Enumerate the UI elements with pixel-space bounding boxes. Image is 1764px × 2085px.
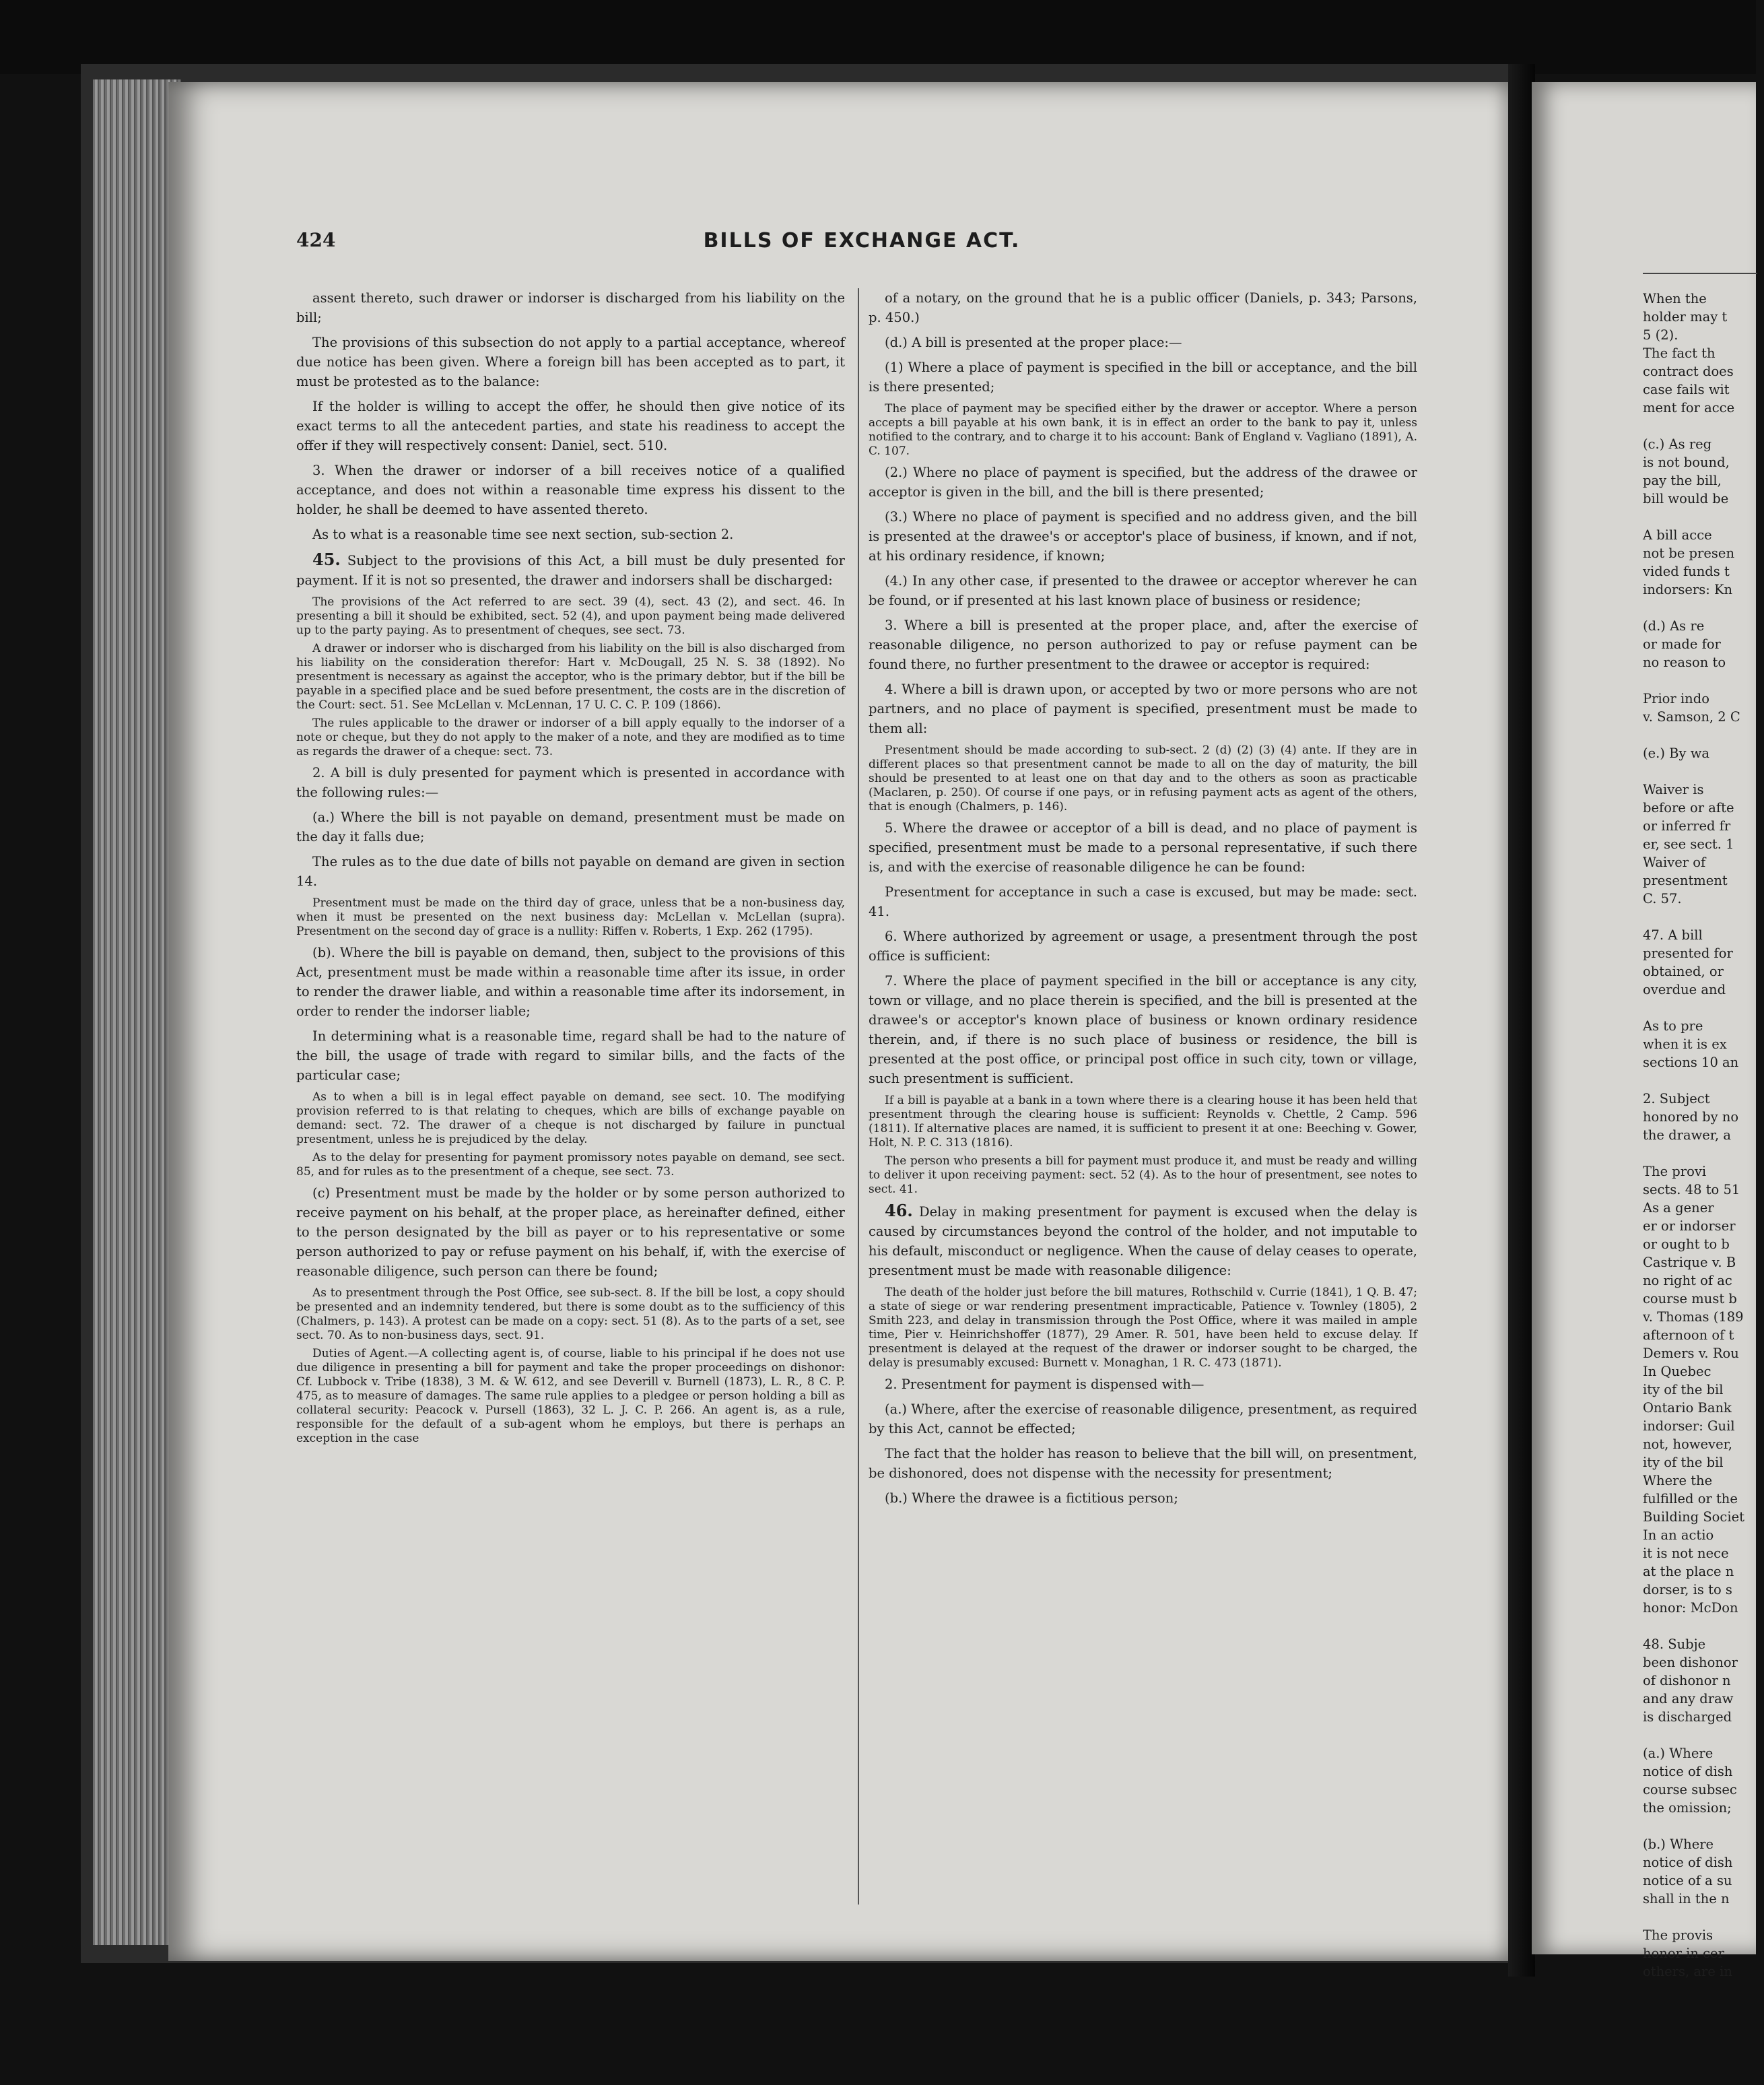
annotation-note: A drawer or indorser who is discharged from his liability on the bill is also discharged from his liability on the consideration therefor: Hart v. McDougall, 25 N. S. 38 (1892). No presentment is necessary as against the acceptor, who is the primary debtor, but if the bill be payable in a specified place and be sued before presentment, the costs are in the discretion of the Court: sect. 51. See McLellan v. McLennan, 17 U. C. C. P. 109 (1866). [296,642,845,712]
next-page-line: C. 57. [1643,891,1682,906]
statute-paragraph: If the holder is willing to accept the offer, he should then give notice of its exact terms to all the antecedent parties, and state his readiness to accept the offer if they will respectively consent: Daniel, sect. 510. [296,399,845,453]
right-text-column [869,288,1417,1918]
next-page-line: A bill acce [1643,527,1712,543]
next-page-line: not, however, [1643,1436,1732,1452]
next-page-line: is discharged [1643,1709,1732,1725]
annotation-note: The provisions of the Act referred to are sect. 39 (4), sect. 43 (2), and sect. 46. In presenting a bill it should be exhibited, sect. 52 (4), and upon payment being made delivered up to the party paying. As to presentment of cheques, see sect. 73. [296,595,845,637]
next-page-line: honored by no [1643,1109,1739,1125]
next-page-line: ment for acce [1643,400,1735,416]
next-page-line: presented for [1643,946,1733,961]
statute-paragraph: (a.) Where the bill is not payable on demand, presentment must be made on the day it falls due; [296,809,845,845]
next-page-column [1643,290,1764,1979]
statute-paragraph: assent thereto, such drawer or indorser is discharged from his liability on the bill; [296,290,845,325]
next-page-line: (d.) As re [1643,618,1705,634]
statute-paragraph: The rules as to the due date of bills not payable on demand are given in section 14. [296,854,845,889]
next-page-line: fulfilled or the [1643,1491,1738,1507]
next-page-line: no right of ac [1643,1273,1732,1288]
statute-paragraph: (2.) Where no place of payment is specified, but the address of the drawee or acceptor is given in the bill, and the bill is there presented; [869,465,1417,500]
next-page-line: contract does [1643,364,1734,379]
next-page-line: When the [1643,291,1707,306]
next-page-line: Ontario Bank [1643,1400,1732,1416]
next-page-line: course subsec [1643,1782,1737,1797]
next-page-line: honor: McDon [1643,1600,1738,1616]
next-page-line: As to pre [1643,1018,1703,1034]
running-head [296,229,1427,256]
next-page-line [1643,999,1764,1017]
next-page-line: notice of dish [1643,1764,1733,1779]
next-page-line: Building Societ [1643,1509,1744,1525]
statute-paragraph: 2. A bill is duly presented for payment which is presented in accordance with the following rules:— [296,765,845,800]
statute-paragraph: 3. When the drawer or indorser of a bill receives notice of a qualified acceptance, and does not within a reasonable time express his dissent to the holder, he shall be deemed to have assented thereto. [296,463,845,517]
next-page-line [1643,671,1764,690]
next-page-line: (e.) By wa [1643,746,1710,761]
annotation-note: If a bill is payable at a bank in a town where there is a clearing house it has been held that presentment through the clearing house is sufficient: Reynolds v. Chettle, 2 Camp. 596 (1811). If alternative places are named, it is sufficient to present it at one: Beeching v. Gower, Holt, N. P. C. 313 (1816). [869,1094,1417,1150]
next-page-line: the omission; [1643,1800,1732,1816]
annotation-note: As to the delay for presenting for payment promissory notes payable on demand, see sect. 85, and for rules as to the presentment of a cheque, see sect. 73. [296,1151,845,1179]
next-page-line: honor in cer [1643,1946,1724,1961]
next-page-line: of dishonor n [1643,1673,1731,1688]
statute-paragraph: 4. Where a bill is drawn upon, or accepted by two or more persons who are not partners, and no place of payment is specified, presentment must be made to them all: [869,682,1417,736]
annotation-note: As to when a bill is in legal effect payable on demand, see sect. 10. The modifying provision referred to is that relating to cheques, which are bills of exchange payable on demand: sect. 72. The drawer of a cheque is not discharged by failure in punctual presentment, unless he is prejudiced by the delay. [296,1090,845,1146]
next-page-line: the drawer, a [1643,1127,1731,1143]
next-page-line: ity of the bil [1643,1455,1724,1470]
statute-paragraph: (3.) Where no place of payment is specified and no address given, and the bill is presented at the drawee's or acceptor's place of business, if known, and if not, at his ordinary residence, if known; [869,509,1417,564]
next-page-line: no reason to [1643,655,1726,670]
scan-background [0,0,1756,74]
next-page-line: 5 (2). [1643,327,1678,343]
next-page-line: not be presen [1643,545,1735,561]
next-page-line: dorser, is to s [1643,1582,1732,1597]
next-page-line: notice of dish [1643,1855,1733,1870]
statute-paragraph: The provisions of this subsection do not apply to a partial acceptance, whereof due notice has been given. Where a foreign bill has been accepted as to part, it must be protested as to the balance: [296,335,845,389]
next-page-line: others, are in [1643,1964,1732,1979]
next-page-line: or inferred fr [1643,818,1731,834]
statute-paragraph: (d.) A bill is presented at the proper place:— [885,335,1182,350]
next-page-line: Demers v. Rou [1643,1346,1739,1361]
next-page-line: is not bound, [1643,455,1730,470]
next-page-line: The provi [1643,1164,1707,1179]
statute-paragraph: (4.) In any other case, if presented to the drawee or acceptor wherever he can be found, or if presented at his last known place of business or residence; [869,573,1417,608]
next-page-line: or made for [1643,636,1721,652]
next-page-line: Castrique v. B [1643,1255,1736,1270]
next-page-line [1643,1908,1764,1926]
next-page-line: bill would be [1643,491,1729,506]
next-page-line: In an actio [1643,1527,1714,1543]
next-page-line: presentment [1643,873,1728,888]
next-page-line [1643,508,1764,526]
statute-paragraph: of a notary, on the ground that he is a public officer (Daniels, p. 343; Parsons, p. 450.) [869,290,1417,325]
section-paragraph [296,550,845,590]
statute-paragraph: 7. Where the place of payment specified in the bill or acceptance is any city, town or village, and no place therein is specified, and the bill is presented at the drawee's or acceptor's known place of business or known ordinary residence therein, and, if there is no such place of business or residence, the bill is presented at the post office, or principal post office in such city, town or village, such presentment is sufficient. [869,973,1417,1086]
next-page-line: (b.) Where [1643,1836,1714,1852]
next-page-line: or ought to b [1643,1236,1730,1252]
next-page-rule [1643,273,1757,274]
section-text: Subject to the provisions of this Act, a bill must be duly presented for payment. If it is not so presented, the drawer and indorsers shall be discharged: [296,553,845,588]
next-page-line [1643,1617,1764,1635]
statute-paragraph: (a.) Where, after the exercise of reasonable diligence, presentment, as required by this Act, cannot be effected; [869,1401,1417,1436]
next-page-line: holder may t [1643,309,1728,325]
annotation-note: As to presentment through the Post Office, see sub-sect. 8. If the bill be lost, a copy should be presented and an indemnity tendered, but there is some doubt as to the sufficiency of this (Chalmers, p. 143). A protest can be made on a copy: sect. 51 (8). As to the parts of a set, see sect. 70. As to non-business days, sect. 91. [296,1286,845,1342]
next-page-line: sects. 48 to 51 [1643,1182,1740,1197]
next-page-line: when it is ex [1643,1036,1727,1052]
annotation-note: Presentment must be made on the third day of grace, unless that be a non-business day, when it must be presented on the next business day: McLellan v. McLellan (supra). Presentment on the second day of grace is a nullity: Riffen v. Roberts, 1 Exp. 262 (1795). [296,896,845,938]
next-page-line: v. Thomas (189 [1643,1309,1744,1325]
next-page-line: Waiver of [1643,855,1706,870]
next-page-line: As a gener [1643,1200,1714,1216]
next-page-line: vided funds t [1643,564,1730,579]
next-page-line: (a.) Where [1643,1746,1714,1761]
next-page-line: sections 10 an [1643,1055,1739,1070]
next-page-line: In Quebec [1643,1364,1711,1379]
section-paragraph [869,1201,1417,1280]
next-page-line: before or afte [1643,800,1734,816]
next-page-line [1643,726,1764,744]
next-page-line: 47. A bill [1643,927,1703,943]
next-page-line [1643,1817,1764,1835]
next-page-line: The provis [1643,1927,1714,1943]
next-page-line: pay the bill, [1643,473,1722,488]
next-page-line: er, see sect. 1 [1643,836,1734,852]
statute-paragraph: As to what is a reasonable time see next section, sub-section 2. [312,527,734,542]
next-page-line [1643,1726,1764,1744]
next-page-line: ity of the bil [1643,1382,1724,1397]
next-page-line: notice of a su [1643,1873,1732,1888]
next-page-line: shall in the n [1643,1891,1730,1907]
annotation-note: Presentment should be made according to sub-sect. 2 (d) (2) (3) (4) ante. If they are in different places so that presentment cannot be made to all on the day of maturity, the bill should be presented to at least one on that day and to the others as soon as practicable (Maclaren, p. 250). Of course if one pays, or in refusing payment acts as agent of the others, that is enough (Chalmers, p. 146). [869,743,1417,814]
page-number: 424 [296,229,336,251]
next-page-line: er or indorser [1643,1218,1736,1234]
page-edges [93,79,180,1945]
next-page-line: 48. Subje [1643,1636,1706,1652]
section-number: 45. [312,550,341,569]
statute-paragraph: The fact that the holder has reason to believe that the bill will, on presentment, be dishonored, does not dispense with the necessity for presentment; [869,1446,1417,1481]
statute-paragraph: 2. Presentment for payment is dispensed with— [885,1377,1205,1392]
statute-paragraph: Presentment for acceptance in such a case is excused, but may be made: sect. 41. [869,884,1417,919]
next-page-line: afternoon of t [1643,1327,1734,1343]
next-page-line: Prior indo [1643,691,1709,706]
next-page-line: overdue and [1643,982,1726,997]
next-page-line: Where the [1643,1473,1713,1488]
statute-paragraph: 6. Where authorized by agreement or usage, a presentment through the post office is sufficient: [869,929,1417,964]
column-divider [858,288,859,1905]
annotation-note: The person who presents a bill for payment must produce it, and must be ready and willing to deliver it upon receiving payment: sect. 52 (4). As to the hour of presentment, see notes to sect. 41. [869,1154,1417,1196]
next-page-line: course must b [1643,1291,1737,1306]
next-page-line [1643,417,1764,435]
section-text: Delay in making presentment for payment is excused when the delay is caused by circumstances beyond the control of the holder, and not imputable to his default, misconduct or negligence. When the cause of delay ceases to operate, presentment must be made with reasonable diligence: [869,1204,1417,1278]
next-page-line: The fact th [1643,345,1716,361]
statute-paragraph: (1) Where a place of payment is specified in the bill or acceptance, and the bill is there presented; [869,360,1417,395]
statute-paragraph: In determining what is a reasonable time, regard shall be had to the nature of the bill, the usage of trade with regard to similar bills, and the facts of the particular case; [296,1028,845,1083]
annotation-note: The death of the holder just before the bill matures, Rothschild v. Currie (1841), 1 Q. B. 47; a state of siege or war rendering presentment impracticable, Patience v. Townley (1805), 2 Smith 223, and delay in transmission through the Post Office, where it was mailed in ample time, Pier v. Heinrichshoffer (1877), 29 Amer. R. 501, have been held to excuse delay. If presentment is delayed at the request of the drawer or indorser sought to be charged, the delay is presumably excused: Burnett v. Monaghan, 1 R. C. 473 (1871). [869,1286,1417,1370]
next-page-line: at the place n [1643,1564,1734,1579]
annotation-note: The rules applicable to the drawer or indorser of a bill apply equally to the indorser of a note or cheque, but they do not apply to the maker of a note, and they are modified as to time as regards the drawer of a cheque: sect. 73. [296,717,845,758]
running-title: BILLS OF EXCHANGE ACT. [703,229,1021,253]
next-page-line: case fails wit [1643,382,1730,397]
book-gutter [1508,64,1535,1977]
next-page-line: v. Samson, 2 C [1643,709,1740,725]
next-page-line [1643,1144,1764,1162]
next-page-line [1643,599,1764,617]
section-number: 46. [885,1201,913,1220]
next-page-line: Waiver is [1643,782,1704,797]
statute-paragraph: (c) Presentment must be made by the holder or by some person authorized to receive payment on his behalf, at the proper place, as hereinafter defined, either to the person designated by the bill as payer or to his representative or some person authorized to pay or refuse payment on his behalf, if, with the exercise of reasonable diligence, such person can there be found; [296,1185,845,1279]
left-text-column [296,288,845,1918]
next-page-line: it is not nece [1643,1546,1729,1561]
statute-paragraph: 3. Where a bill is presented at the proper place, and, after the exercise of reasonable diligence, no person authorized to pay or refuse payment can be found there, no further presentment to the drawee or acceptor is required: [869,618,1417,672]
next-page-line: indorsers: Kn [1643,582,1733,597]
next-page-line: been dishonor [1643,1655,1738,1670]
next-page-line [1643,1071,1764,1090]
next-page-line: obtained, or [1643,964,1724,979]
statute-paragraph: 5. Where the drawee or acceptor of a bill is dead, and no place of payment is specified, presentment must be made to a personal representative, if such there is, and with the exercise of reasonable diligence he can be found: [869,820,1417,875]
next-page-line [1643,762,1764,781]
next-page-line: indorser: Guil [1643,1418,1735,1434]
annotation-note: Duties of Agent.—A collecting agent is, of course, liable to his principal if he does not use due diligence in presenting a bill for payment and take the proper proceedings on dishonor: Cf. Lubbock v. Tribe (1838), 3 M. & W. 612, and see Deverill v. Burnell (1873), L. R., 8 C. P. 475, as to measure of damages. The same rule applies to a pledgee or person holding a bill as collateral security: Peacock v. Pursell (1863), 32 L. J. C. P. 266. An agent is, as a rule, responsible for the default of a sub-agent whom he employs, but there is perhaps an exception in the case [296,1347,845,1445]
statute-paragraph: (b.) Where the drawee is a fictitious person; [885,1490,1178,1506]
next-page-line: 2. Subject [1643,1091,1710,1106]
next-page-line: (c.) As reg [1643,436,1712,452]
statute-paragraph: (b). Where the bill is payable on demand, then, subject to the provisions of this Act, presentment must be made within a reasonable time after its issue, in order to render the drawer liable, and within a reasonable time after its indorsement, in order to render the indorser liable; [296,945,845,1019]
next-page-line [1643,908,1764,926]
next-page-line: and any draw [1643,1691,1734,1707]
annotation-note: The place of payment may be specified either by the drawer or acceptor. Where a person accepts a bill payable at his own bank, it is in effect an order to the bank to pay it, unless notified to the contrary, and to charge it to his account: Bank of England v. Vagliano (1891), A. C. 107. [869,402,1417,458]
